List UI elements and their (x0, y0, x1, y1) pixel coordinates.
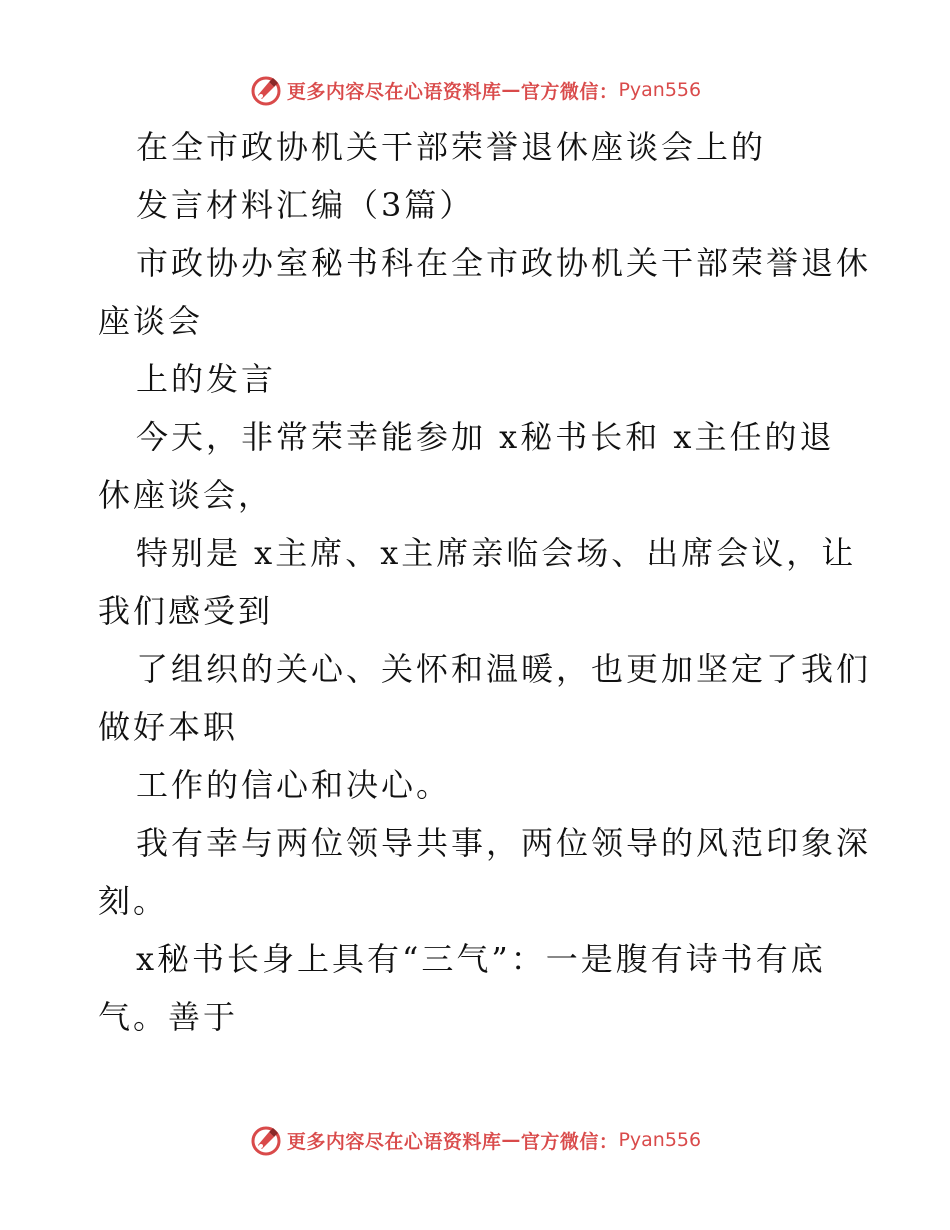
header-watermark-banner (0, 70, 950, 110)
document-line: 座谈会 (98, 302, 204, 340)
document-body (98, 118, 872, 1046)
footer-watermark-banner (0, 1120, 950, 1160)
document-line: 特别是 x主席、x主席亲临会场、出席会议，让 (136, 534, 857, 572)
document-line: 市政协办室秘书科在全市政协机关干部荣誉退休 (136, 244, 872, 282)
document-line: 了组织的关心、关怀和温暖，也更加坚定了我们 (136, 650, 872, 688)
document-line: 上的发言 (136, 360, 277, 398)
document-line: x秘书长身上具有“三气”：一是腹有诗书有底 (136, 940, 826, 978)
banner-dash: — (501, 79, 521, 101)
banner-wechat-id: Pyan556 (618, 1129, 702, 1151)
banner-slogan: 更多内容尽在心语资料库 (286, 1130, 502, 1153)
banner-wechat-label: 官方微信： (520, 1130, 619, 1153)
document-line: 工作的信心和决心。 (136, 766, 452, 804)
pen-nib-logo-icon (249, 73, 283, 107)
banner-slogan: 更多内容尽在心语资料库 (286, 80, 502, 103)
banner-wechat-id: Pyan556 (618, 79, 702, 101)
document-line: 我们感受到 (98, 592, 274, 630)
banner-dash: — (501, 1129, 521, 1151)
document-line: 刻。 (98, 882, 169, 920)
document-line: 发言材料汇编（3篇） (136, 186, 475, 224)
document-line: 我有幸与两位领导共事，两位领导的风范印象深 (136, 824, 872, 862)
document-line: 气。善于 (98, 998, 239, 1036)
document-line: 今天，非常荣幸能参加 x秘书长和 x主任的退 (136, 418, 835, 456)
pen-nib-logo-icon (249, 1123, 283, 1157)
banner-wechat-label: 官方微信： (520, 80, 619, 103)
document-line: 休座谈会， (98, 476, 274, 514)
document-line: 在全市政协机关干部荣誉退休座谈会上的 (136, 128, 767, 166)
document-line: 做好本职 (98, 708, 239, 746)
